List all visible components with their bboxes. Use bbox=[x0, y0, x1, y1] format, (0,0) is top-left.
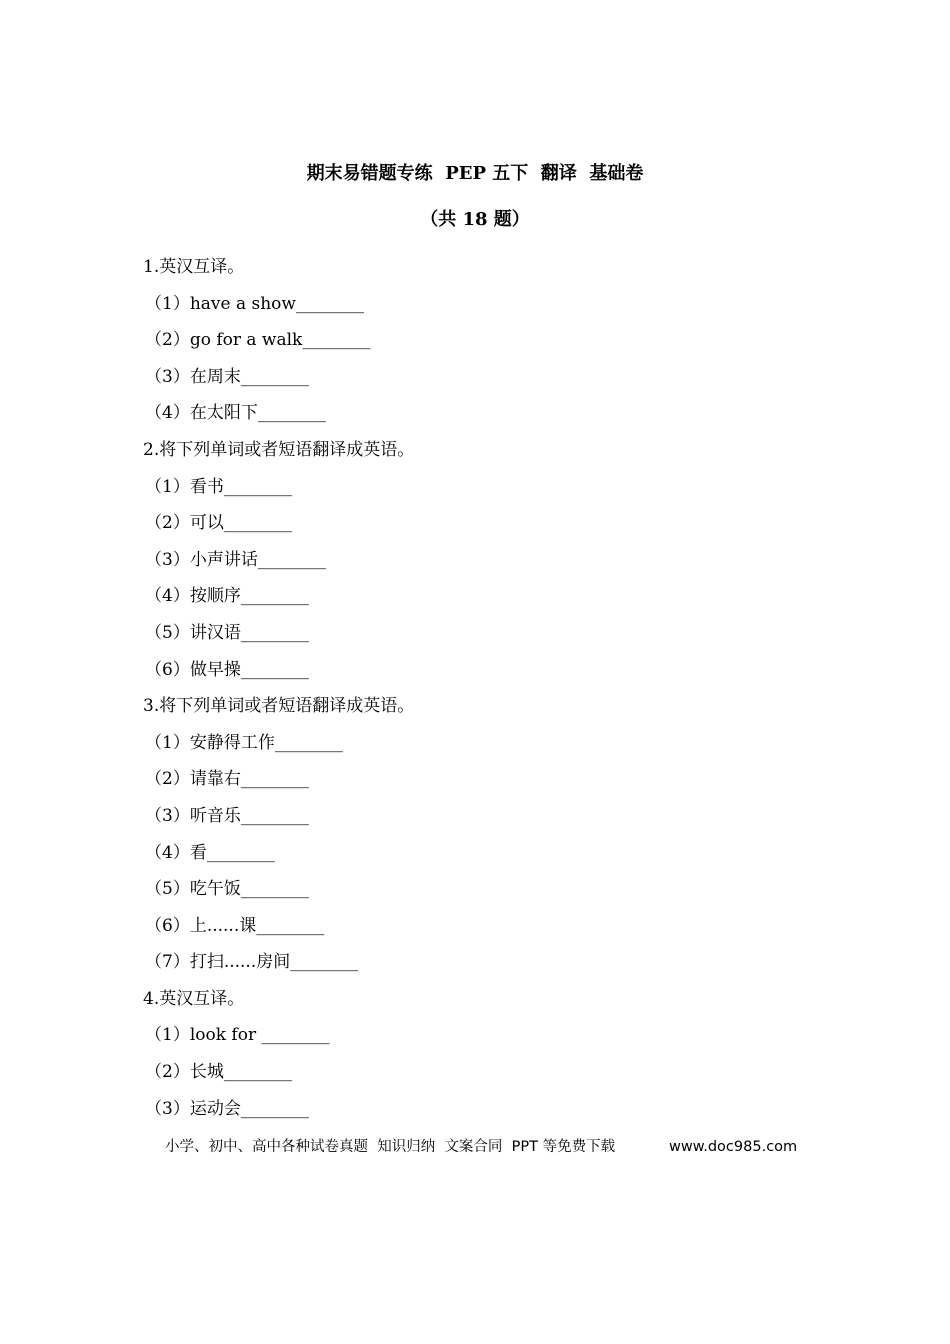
question-1 bbox=[143, 255, 843, 438]
question-item: （1）看书________ bbox=[145, 476, 292, 497]
question-2 bbox=[143, 438, 843, 694]
question-item: （2）长城________ bbox=[145, 1062, 292, 1083]
footer-text: 小学、初中、高中各种试卷真题 知识归纳 文案合同 PPT 等免费下载 bbox=[165, 1139, 616, 1155]
question-item: （2）请靠右________ bbox=[145, 769, 309, 790]
question-item: （4）按顺序________ bbox=[145, 586, 309, 607]
question-item: （6）上......课________ bbox=[145, 915, 325, 936]
question-4 bbox=[143, 987, 843, 1133]
page-title: 期末易错题专练 PEP 五下 翻译 基础卷 bbox=[306, 163, 644, 184]
question-item: （4）在太阳下________ bbox=[145, 403, 326, 424]
question-item: （3）运动会________ bbox=[145, 1098, 309, 1119]
question-heading: 2.将下列单词或者短语翻译成英语。 bbox=[143, 439, 415, 460]
question-heading: 3.将下列单词或者短语翻译成英语。 bbox=[143, 696, 415, 717]
question-item: （5）吃午饭________ bbox=[145, 879, 309, 900]
question-item: （3）在周末________ bbox=[145, 366, 309, 387]
question-item: （2）go for a walk________ bbox=[145, 330, 371, 351]
footer-url: www.doc985.com bbox=[669, 1139, 798, 1155]
question-3 bbox=[143, 694, 843, 987]
question-item: （2）可以________ bbox=[145, 513, 292, 534]
page-subtitle: （共 18 题） bbox=[420, 209, 530, 230]
question-heading: 1.英汉互译。 bbox=[143, 257, 245, 277]
question-item: （6）做早操________ bbox=[145, 659, 309, 680]
question-item: （7）打扫......房间________ bbox=[145, 952, 359, 973]
question-heading: 4.英汉互译。 bbox=[143, 988, 245, 1009]
question-item: （3）听音乐________ bbox=[145, 805, 309, 826]
question-list bbox=[143, 255, 843, 1133]
question-item: （3）小声讲话________ bbox=[145, 549, 326, 570]
question-item: （5）讲汉语________ bbox=[145, 622, 309, 643]
question-item: （1）have a show________ bbox=[145, 293, 364, 314]
question-item: （1）look for ________ bbox=[145, 1025, 330, 1046]
question-item: （4）看________ bbox=[145, 842, 275, 863]
question-item: （1）安静得工作________ bbox=[145, 732, 343, 753]
